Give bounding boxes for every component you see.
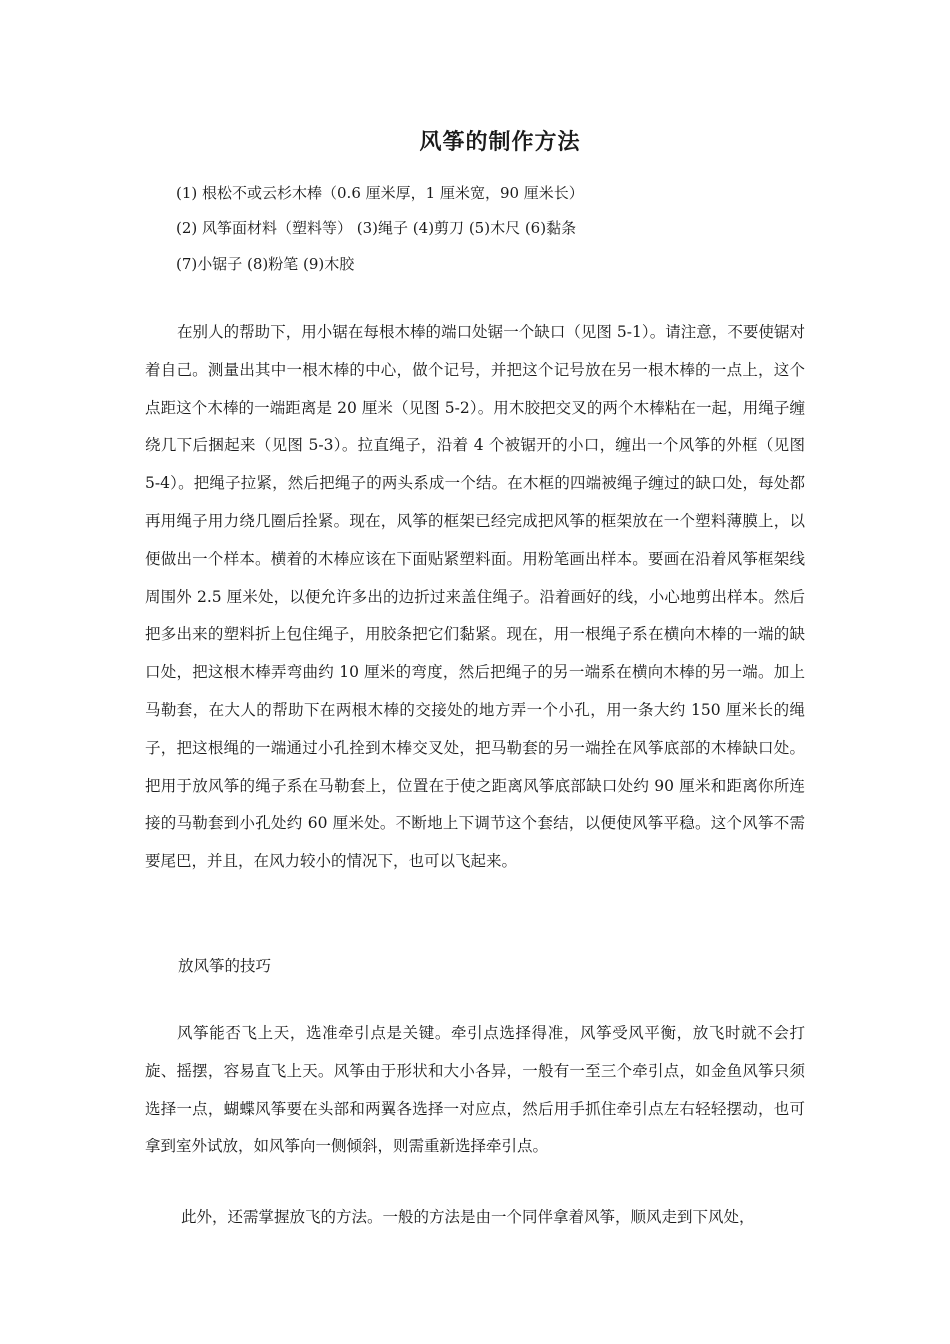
materials-line-1: (1) 根松不或云杉木棒（0.6 厘米厚，1 厘米宽，90 厘米长） — [176, 184, 584, 202]
materials-line-3: (7)小锯子 (8)粉笔 (9)木胶 — [176, 255, 355, 273]
technique-paragraph: 风筝能否飞上天，选准牵引点是关键。牵引点选择得准，风筝受风平衡，放飞时就不会打旋、摇摆，容易直飞上天。风筝由于形状和大小各异，一般有一至三个牵引点，如金鱼风筝只须选择一点，蝴蝶风筝要在头部和两翼各选择一对应点，然后用手抓住牵引点左右轻轻摆动，也可拿到室外试放，如风筝向一侧倾斜，则需重新选择牵引点。 — [145, 1024, 805, 1156]
instructions-paragraph: 在别人的帮助下，用小锯在每根木棒的端口处锯一个缺口（见图 5-1）。请注意，不要使锯对着自己。测量出其中一根木棒的中心，做个记号，并把这个记号放在另一根木棒的一点上，这个点距这个木棒的一端距离是 20 厘米（见图 5-2）。用木胶把交叉的两个木棒粘在一起，用绳子缠绕几下后捆起来（见图 5-3）。拉直绳子，沿着 4 个被锯开的小口，缠出一个风筝的外框（见图 5-4）。把绳子拉紧，然后把绳子的两头系成一个结。在木框的四端被绳子缠过的缺口处，每处都再用绳子用力绕几圈后拴紧。现在，风筝的框架已经完成把风筝的框架放在一个塑料薄膜上，以便做出一个样本。横着的木棒应该在下面贴紧塑料面。用粉笔画出样本。要画在沿着风筝框架线周围外 2.5 厘米处，以便允许多出的边折过来盖住绳子。沿着画好的线，小心地剪出样本。然后把多出来的塑料折上包住绳子，用胶条把它们黏紧。现在，用一根绳子系在横向木棒的一端的缺口处，把这根木棒弄弯曲约 10 厘米的弯度，然后把绳子的另一端系在横向木棒的另一端。加上马勒套，在大人的帮助下在两根木棒的交接处的地方弄一个小孔，用一条大约 150 厘米长的绳子，把这根绳的一端通过小孔拴到木棒交叉处，把马勒套的另一端拴在风筝底部的木棒缺口处。把用于放风筝的绳子系在马勒套上，位置在于使之距离风筝底部缺口处约 90 厘米和距离你所连接的马勒套到小孔处约 60 厘米处。不断地上下调节这个套结，以便使风筝平稳。这个风筝不需要尾巴，并且，在风力较小的情况下，也可以飞起来。 — [145, 323, 805, 871]
method-paragraph: 此外，还需掌握放飞的方法。一般的方法是由一个同伴拿着风筝，顺风走到下风处， — [181, 1208, 755, 1226]
materials-line-2: (2) 风筝面材料（塑料等） (3)绳子 (4)剪刀 (5)木尺 (6)黏条 — [176, 219, 577, 237]
page-title: 风筝的制作方法 — [419, 129, 581, 155]
section-heading: 放风筝的技巧 — [178, 957, 272, 975]
